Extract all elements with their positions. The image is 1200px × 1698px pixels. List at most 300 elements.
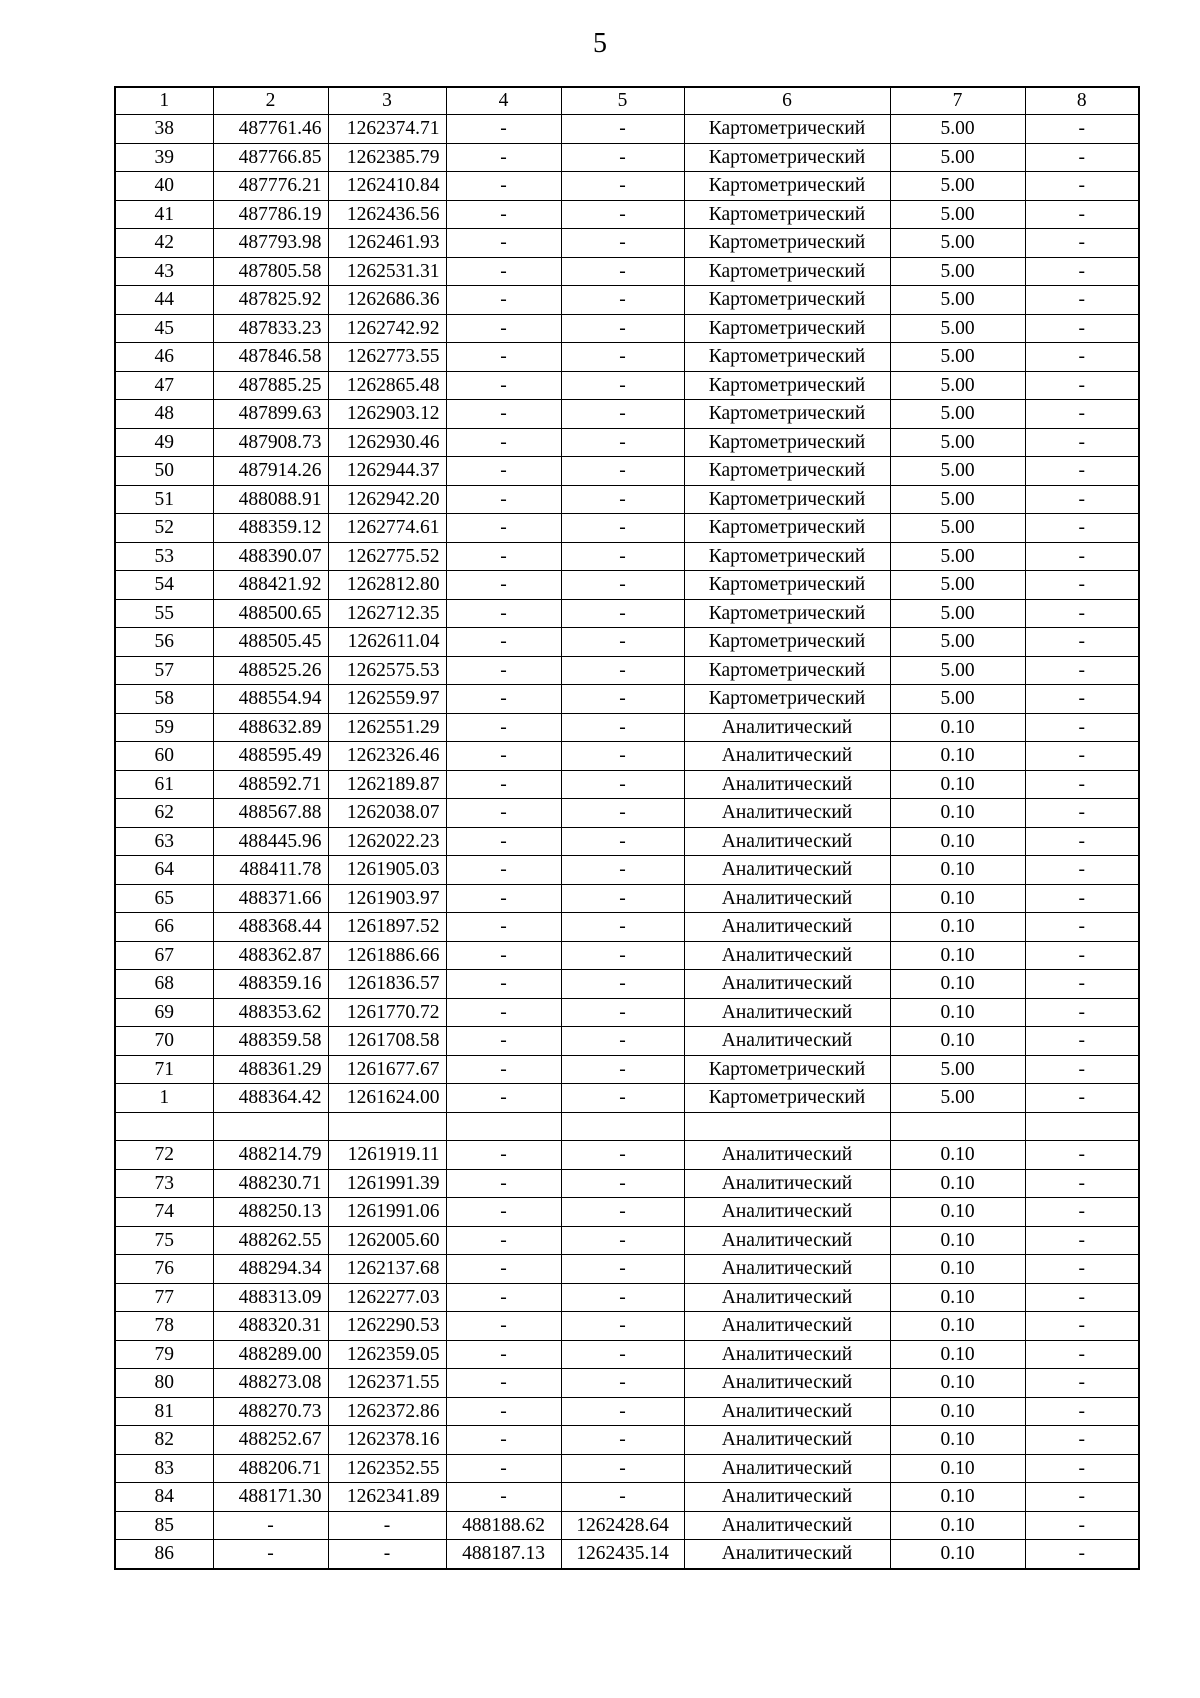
accuracy-cell: 0.10 bbox=[890, 770, 1025, 799]
table-row bbox=[115, 656, 1139, 685]
page-number: 5 bbox=[593, 28, 607, 59]
accuracy-cell: 0.10 bbox=[890, 713, 1025, 742]
y-new-cell: - bbox=[561, 941, 684, 970]
method-cell bbox=[684, 1112, 890, 1141]
point-number-cell bbox=[115, 1112, 213, 1141]
y-new-cell: - bbox=[561, 514, 684, 543]
x-new-cell: - bbox=[446, 713, 561, 742]
accuracy-cell: 5.00 bbox=[890, 485, 1025, 514]
description-cell: - bbox=[1025, 998, 1139, 1027]
x-new-cell: - bbox=[446, 970, 561, 999]
method-cell: Аналитический bbox=[684, 970, 890, 999]
x-coordinate-cell: 488270.73 bbox=[213, 1397, 328, 1426]
x-coordinate-cell: 487846.58 bbox=[213, 343, 328, 372]
x-new-cell: - bbox=[446, 827, 561, 856]
description-cell: - bbox=[1025, 514, 1139, 543]
point-number-cell: 61 bbox=[115, 770, 213, 799]
description-cell: - bbox=[1025, 1084, 1139, 1113]
y-new-cell: - bbox=[561, 400, 684, 429]
method-cell: Аналитический bbox=[684, 827, 890, 856]
x-new-cell: - bbox=[446, 998, 561, 1027]
point-number-cell: 86 bbox=[115, 1540, 213, 1569]
y-coordinate-cell: 1261991.06 bbox=[328, 1198, 446, 1227]
accuracy-cell: 5.00 bbox=[890, 656, 1025, 685]
y-coordinate-cell: 1262773.55 bbox=[328, 343, 446, 372]
description-cell: - bbox=[1025, 1141, 1139, 1170]
x-new-cell: - bbox=[446, 770, 561, 799]
x-coordinate-cell: 488171.30 bbox=[213, 1483, 328, 1512]
method-cell: Картометрический bbox=[684, 628, 890, 657]
y-new-cell: - bbox=[561, 1454, 684, 1483]
accuracy-cell: 5.00 bbox=[890, 257, 1025, 286]
y-coordinate-cell: 1261677.67 bbox=[328, 1055, 446, 1084]
point-number-cell: 85 bbox=[115, 1511, 213, 1540]
y-coordinate-cell: 1262352.55 bbox=[328, 1454, 446, 1483]
point-number-cell: 60 bbox=[115, 742, 213, 771]
x-new-cell: - bbox=[446, 656, 561, 685]
point-number-cell: 51 bbox=[115, 485, 213, 514]
accuracy-cell: 5.00 bbox=[890, 172, 1025, 201]
y-new-cell: - bbox=[561, 713, 684, 742]
x-new-cell: - bbox=[446, 742, 561, 771]
y-coordinate-cell: 1262277.03 bbox=[328, 1283, 446, 1312]
y-new-cell: - bbox=[561, 628, 684, 657]
accuracy-cell: 5.00 bbox=[890, 371, 1025, 400]
description-cell: - bbox=[1025, 143, 1139, 172]
x-coordinate-cell: 488273.08 bbox=[213, 1369, 328, 1398]
point-number-cell: 63 bbox=[115, 827, 213, 856]
accuracy-cell: 0.10 bbox=[890, 970, 1025, 999]
x-new-cell: - bbox=[446, 856, 561, 885]
y-coordinate-cell: 1262341.89 bbox=[328, 1483, 446, 1512]
x-new-cell: - bbox=[446, 343, 561, 372]
x-coordinate-cell: 487908.73 bbox=[213, 428, 328, 457]
y-coordinate-cell bbox=[328, 1112, 446, 1141]
table-row bbox=[115, 428, 1139, 457]
accuracy-cell bbox=[890, 1112, 1025, 1141]
method-cell: Аналитический bbox=[684, 1369, 890, 1398]
method-cell: Аналитический bbox=[684, 713, 890, 742]
method-cell: Картометрический bbox=[684, 371, 890, 400]
y-coordinate-cell: 1261836.57 bbox=[328, 970, 446, 999]
y-new-cell: - bbox=[561, 485, 684, 514]
method-cell: Картометрический bbox=[684, 172, 890, 201]
table-row bbox=[115, 172, 1139, 201]
accuracy-cell: 0.10 bbox=[890, 1369, 1025, 1398]
method-cell: Картометрический bbox=[684, 343, 890, 372]
accuracy-cell: 0.10 bbox=[890, 913, 1025, 942]
accuracy-cell: 0.10 bbox=[890, 1312, 1025, 1341]
y-coordinate-cell: 1261886.66 bbox=[328, 941, 446, 970]
table-row bbox=[115, 1511, 1139, 1540]
y-coordinate-cell: 1262290.53 bbox=[328, 1312, 446, 1341]
x-coordinate-cell: 488359.12 bbox=[213, 514, 328, 543]
method-cell: Аналитический bbox=[684, 1027, 890, 1056]
x-new-cell: - bbox=[446, 428, 561, 457]
accuracy-cell: 0.10 bbox=[890, 1511, 1025, 1540]
x-new-cell: - bbox=[446, 1426, 561, 1455]
point-number-cell: 43 bbox=[115, 257, 213, 286]
x-new-cell: - bbox=[446, 1255, 561, 1284]
column-header-2: 2 bbox=[213, 87, 328, 115]
table-row bbox=[115, 1312, 1139, 1341]
x-new-cell: - bbox=[446, 314, 561, 343]
description-cell: - bbox=[1025, 856, 1139, 885]
x-coordinate-cell: 488364.42 bbox=[213, 1084, 328, 1113]
y-new-cell: - bbox=[561, 1226, 684, 1255]
column-header-3: 3 bbox=[328, 87, 446, 115]
accuracy-cell: 5.00 bbox=[890, 1084, 1025, 1113]
x-new-cell: - bbox=[446, 941, 561, 970]
x-coordinate-cell: 487786.19 bbox=[213, 200, 328, 229]
y-coordinate-cell: 1261770.72 bbox=[328, 998, 446, 1027]
x-new-cell: - bbox=[446, 371, 561, 400]
table-row bbox=[115, 742, 1139, 771]
table-row bbox=[115, 998, 1139, 1027]
description-cell: - bbox=[1025, 115, 1139, 144]
y-new-cell: - bbox=[561, 428, 684, 457]
table-row bbox=[115, 913, 1139, 942]
x-new-cell: - bbox=[446, 1027, 561, 1056]
x-new-cell: - bbox=[446, 1397, 561, 1426]
y-coordinate-cell: 1262812.80 bbox=[328, 571, 446, 600]
method-cell: Аналитический bbox=[684, 1141, 890, 1170]
point-number-cell: 45 bbox=[115, 314, 213, 343]
method-cell: Аналитический bbox=[684, 856, 890, 885]
x-coordinate-cell: 488632.89 bbox=[213, 713, 328, 742]
table-body bbox=[115, 115, 1139, 1569]
y-new-cell: - bbox=[561, 200, 684, 229]
description-cell: - bbox=[1025, 371, 1139, 400]
point-number-cell: 66 bbox=[115, 913, 213, 942]
y-new-cell: - bbox=[561, 115, 684, 144]
x-new-cell: - bbox=[446, 542, 561, 571]
x-coordinate-cell: 488525.26 bbox=[213, 656, 328, 685]
point-number-cell: 80 bbox=[115, 1369, 213, 1398]
x-coordinate-cell: 488500.65 bbox=[213, 599, 328, 628]
accuracy-cell: 5.00 bbox=[890, 685, 1025, 714]
y-coordinate-cell: 1261708.58 bbox=[328, 1027, 446, 1056]
y-new-cell: - bbox=[561, 314, 684, 343]
x-coordinate-cell: 488390.07 bbox=[213, 542, 328, 571]
description-cell: - bbox=[1025, 941, 1139, 970]
method-cell: Аналитический bbox=[684, 884, 890, 913]
method-cell: Картометрический bbox=[684, 685, 890, 714]
y-new-cell: - bbox=[561, 856, 684, 885]
description-cell: - bbox=[1025, 770, 1139, 799]
x-new-cell: - bbox=[446, 685, 561, 714]
y-coordinate-cell: 1262775.52 bbox=[328, 542, 446, 571]
y-new-cell: - bbox=[561, 1084, 684, 1113]
method-cell: Аналитический bbox=[684, 1340, 890, 1369]
description-cell: - bbox=[1025, 172, 1139, 201]
accuracy-cell: 5.00 bbox=[890, 143, 1025, 172]
y-coordinate-cell: 1262410.84 bbox=[328, 172, 446, 201]
x-coordinate-cell: 488214.79 bbox=[213, 1141, 328, 1170]
description-cell: - bbox=[1025, 343, 1139, 372]
y-new-cell: - bbox=[561, 1483, 684, 1512]
accuracy-cell: 5.00 bbox=[890, 115, 1025, 144]
description-cell: - bbox=[1025, 884, 1139, 913]
method-cell: Картометрический bbox=[684, 115, 890, 144]
table-row bbox=[115, 799, 1139, 828]
table-row bbox=[115, 1112, 1139, 1141]
description-cell: - bbox=[1025, 257, 1139, 286]
x-coordinate-cell: 487805.58 bbox=[213, 257, 328, 286]
x-coordinate-cell: 488252.67 bbox=[213, 1426, 328, 1455]
x-new-cell: - bbox=[446, 485, 561, 514]
x-new-cell: - bbox=[446, 286, 561, 315]
y-coordinate-cell: 1262189.87 bbox=[328, 770, 446, 799]
description-cell: - bbox=[1025, 1483, 1139, 1512]
column-header-4: 4 bbox=[446, 87, 561, 115]
column-header-5: 5 bbox=[561, 87, 684, 115]
accuracy-cell: 0.10 bbox=[890, 1169, 1025, 1198]
accuracy-cell: 0.10 bbox=[890, 1540, 1025, 1569]
description-cell: - bbox=[1025, 1312, 1139, 1341]
y-new-cell: - bbox=[561, 1027, 684, 1056]
y-coordinate-cell: 1262326.46 bbox=[328, 742, 446, 771]
method-cell: Картометрический bbox=[684, 656, 890, 685]
y-new-cell: - bbox=[561, 599, 684, 628]
x-coordinate-cell: 488250.13 bbox=[213, 1198, 328, 1227]
y-new-cell: - bbox=[561, 770, 684, 799]
method-cell: Картометрический bbox=[684, 457, 890, 486]
x-coordinate-cell: 487833.23 bbox=[213, 314, 328, 343]
table-row bbox=[115, 1283, 1139, 1312]
table-row bbox=[115, 1198, 1139, 1227]
coordinates-table bbox=[114, 86, 1140, 1570]
x-new-cell: - bbox=[446, 1283, 561, 1312]
point-number-cell: 1 bbox=[115, 1084, 213, 1113]
x-new-cell: - bbox=[446, 1483, 561, 1512]
x-new-cell: - bbox=[446, 1226, 561, 1255]
method-cell: Картометрический bbox=[684, 229, 890, 258]
y-coordinate-cell: 1262022.23 bbox=[328, 827, 446, 856]
y-new-cell: - bbox=[561, 1169, 684, 1198]
table-row bbox=[115, 115, 1139, 144]
table-row bbox=[115, 1540, 1139, 1569]
point-number-cell: 71 bbox=[115, 1055, 213, 1084]
accuracy-cell: 0.10 bbox=[890, 1141, 1025, 1170]
description-cell: - bbox=[1025, 571, 1139, 600]
x-coordinate-cell: 488294.34 bbox=[213, 1255, 328, 1284]
column-header-7: 7 bbox=[890, 87, 1025, 115]
method-cell: Картометрический bbox=[684, 485, 890, 514]
method-cell: Аналитический bbox=[684, 1511, 890, 1540]
y-coordinate-cell: 1262038.07 bbox=[328, 799, 446, 828]
description-cell: - bbox=[1025, 400, 1139, 429]
point-number-cell: 77 bbox=[115, 1283, 213, 1312]
y-coordinate-cell: 1262712.35 bbox=[328, 599, 446, 628]
table-row bbox=[115, 371, 1139, 400]
table-row bbox=[115, 941, 1139, 970]
y-new-cell: - bbox=[561, 1369, 684, 1398]
y-coordinate-cell: - bbox=[328, 1540, 446, 1569]
table-row bbox=[115, 1169, 1139, 1198]
point-number-cell: 72 bbox=[115, 1141, 213, 1170]
y-new-cell: - bbox=[561, 1255, 684, 1284]
y-new-cell: - bbox=[561, 1312, 684, 1341]
method-cell: Аналитический bbox=[684, 1312, 890, 1341]
y-new-cell: - bbox=[561, 457, 684, 486]
x-coordinate-cell: 488595.49 bbox=[213, 742, 328, 771]
point-number-cell: 78 bbox=[115, 1312, 213, 1341]
point-number-cell: 68 bbox=[115, 970, 213, 999]
table-row bbox=[115, 827, 1139, 856]
method-cell: Картометрический bbox=[684, 200, 890, 229]
y-coordinate-cell: 1262944.37 bbox=[328, 457, 446, 486]
accuracy-cell: 5.00 bbox=[890, 599, 1025, 628]
table-row bbox=[115, 457, 1139, 486]
point-number-cell: 39 bbox=[115, 143, 213, 172]
table-row bbox=[115, 1483, 1139, 1512]
table-row bbox=[115, 286, 1139, 315]
point-number-cell: 48 bbox=[115, 400, 213, 429]
accuracy-cell: 5.00 bbox=[890, 457, 1025, 486]
method-cell: Аналитический bbox=[684, 1283, 890, 1312]
table-row bbox=[115, 229, 1139, 258]
table-row bbox=[115, 400, 1139, 429]
method-cell: Аналитический bbox=[684, 1454, 890, 1483]
y-coordinate-cell: 1262865.48 bbox=[328, 371, 446, 400]
x-coordinate-cell: - bbox=[213, 1540, 328, 1569]
column-header-6: 6 bbox=[684, 87, 890, 115]
x-coordinate-cell: 488206.71 bbox=[213, 1454, 328, 1483]
accuracy-cell: 5.00 bbox=[890, 314, 1025, 343]
description-cell: - bbox=[1025, 1340, 1139, 1369]
y-coordinate-cell: 1262359.05 bbox=[328, 1340, 446, 1369]
y-coordinate-cell: 1262137.68 bbox=[328, 1255, 446, 1284]
y-new-cell: - bbox=[561, 685, 684, 714]
x-coordinate-cell bbox=[213, 1112, 328, 1141]
column-header-8: 8 bbox=[1025, 87, 1139, 115]
accuracy-cell: 5.00 bbox=[890, 286, 1025, 315]
table-row bbox=[115, 628, 1139, 657]
point-number-cell: 56 bbox=[115, 628, 213, 657]
description-cell: - bbox=[1025, 200, 1139, 229]
point-number-cell: 47 bbox=[115, 371, 213, 400]
y-coordinate-cell: 1262385.79 bbox=[328, 143, 446, 172]
x-new-cell: - bbox=[446, 257, 561, 286]
y-new-cell: - bbox=[561, 1340, 684, 1369]
y-coordinate-cell: - bbox=[328, 1511, 446, 1540]
description-cell: - bbox=[1025, 656, 1139, 685]
description-cell: - bbox=[1025, 229, 1139, 258]
y-new-cell: 1262428.64 bbox=[561, 1511, 684, 1540]
accuracy-cell: 5.00 bbox=[890, 200, 1025, 229]
y-new-cell: - bbox=[561, 571, 684, 600]
x-coordinate-cell: 488371.66 bbox=[213, 884, 328, 913]
point-number-cell: 58 bbox=[115, 685, 213, 714]
x-new-cell: - bbox=[446, 229, 561, 258]
description-cell: - bbox=[1025, 1540, 1139, 1569]
method-cell: Аналитический bbox=[684, 742, 890, 771]
table-row bbox=[115, 856, 1139, 885]
point-number-cell: 64 bbox=[115, 856, 213, 885]
x-coordinate-cell: 487825.92 bbox=[213, 286, 328, 315]
y-new-cell: - bbox=[561, 371, 684, 400]
x-new-cell: - bbox=[446, 200, 561, 229]
accuracy-cell: 5.00 bbox=[890, 343, 1025, 372]
y-coordinate-cell: 1261903.97 bbox=[328, 884, 446, 913]
table-row bbox=[115, 770, 1139, 799]
x-coordinate-cell: 488088.91 bbox=[213, 485, 328, 514]
method-cell: Картометрический bbox=[684, 286, 890, 315]
table-row bbox=[115, 314, 1139, 343]
x-new-cell: - bbox=[446, 1454, 561, 1483]
method-cell: Аналитический bbox=[684, 913, 890, 942]
x-coordinate-cell: 487766.85 bbox=[213, 143, 328, 172]
method-cell: Картометрический bbox=[684, 1084, 890, 1113]
table-row bbox=[115, 1226, 1139, 1255]
description-cell: - bbox=[1025, 1198, 1139, 1227]
x-coordinate-cell: 488368.44 bbox=[213, 913, 328, 942]
table-row bbox=[115, 713, 1139, 742]
table-row bbox=[115, 542, 1139, 571]
table-row bbox=[115, 1027, 1139, 1056]
method-cell: Аналитический bbox=[684, 1540, 890, 1569]
description-cell: - bbox=[1025, 1511, 1139, 1540]
x-coordinate-cell: 487776.21 bbox=[213, 172, 328, 201]
point-number-cell: 75 bbox=[115, 1226, 213, 1255]
table-row bbox=[115, 1454, 1139, 1483]
y-coordinate-cell: 1262005.60 bbox=[328, 1226, 446, 1255]
x-new-cell: - bbox=[446, 1141, 561, 1170]
description-cell: - bbox=[1025, 742, 1139, 771]
x-coordinate-cell: - bbox=[213, 1511, 328, 1540]
accuracy-cell: 5.00 bbox=[890, 229, 1025, 258]
accuracy-cell: 0.10 bbox=[890, 941, 1025, 970]
method-cell: Аналитический bbox=[684, 799, 890, 828]
x-new-cell: - bbox=[446, 457, 561, 486]
description-cell: - bbox=[1025, 827, 1139, 856]
method-cell: Аналитический bbox=[684, 1169, 890, 1198]
x-coordinate-cell: 487793.98 bbox=[213, 229, 328, 258]
accuracy-cell: 0.10 bbox=[890, 827, 1025, 856]
point-number-cell: 54 bbox=[115, 571, 213, 600]
y-coordinate-cell: 1261897.52 bbox=[328, 913, 446, 942]
y-coordinate-cell: 1262559.97 bbox=[328, 685, 446, 714]
description-cell: - bbox=[1025, 1255, 1139, 1284]
x-new-cell: - bbox=[446, 571, 561, 600]
y-new-cell: - bbox=[561, 143, 684, 172]
point-number-cell: 81 bbox=[115, 1397, 213, 1426]
y-coordinate-cell: 1262374.71 bbox=[328, 115, 446, 144]
accuracy-cell: 0.10 bbox=[890, 1283, 1025, 1312]
accuracy-cell: 0.10 bbox=[890, 1426, 1025, 1455]
x-coordinate-cell: 488567.88 bbox=[213, 799, 328, 828]
description-cell: - bbox=[1025, 1397, 1139, 1426]
point-number-cell: 53 bbox=[115, 542, 213, 571]
point-number-cell: 52 bbox=[115, 514, 213, 543]
point-number-cell: 79 bbox=[115, 1340, 213, 1369]
point-number-cell: 69 bbox=[115, 998, 213, 1027]
x-new-cell: - bbox=[446, 400, 561, 429]
y-new-cell: - bbox=[561, 913, 684, 942]
table-row bbox=[115, 257, 1139, 286]
method-cell: Аналитический bbox=[684, 1397, 890, 1426]
description-cell: - bbox=[1025, 457, 1139, 486]
accuracy-cell: 0.10 bbox=[890, 1397, 1025, 1426]
accuracy-cell: 0.10 bbox=[890, 1027, 1025, 1056]
table-row bbox=[115, 1055, 1139, 1084]
point-number-cell: 40 bbox=[115, 172, 213, 201]
x-coordinate-cell: 487761.46 bbox=[213, 115, 328, 144]
point-number-cell: 70 bbox=[115, 1027, 213, 1056]
method-cell: Картометрический bbox=[684, 314, 890, 343]
y-coordinate-cell: 1262371.55 bbox=[328, 1369, 446, 1398]
